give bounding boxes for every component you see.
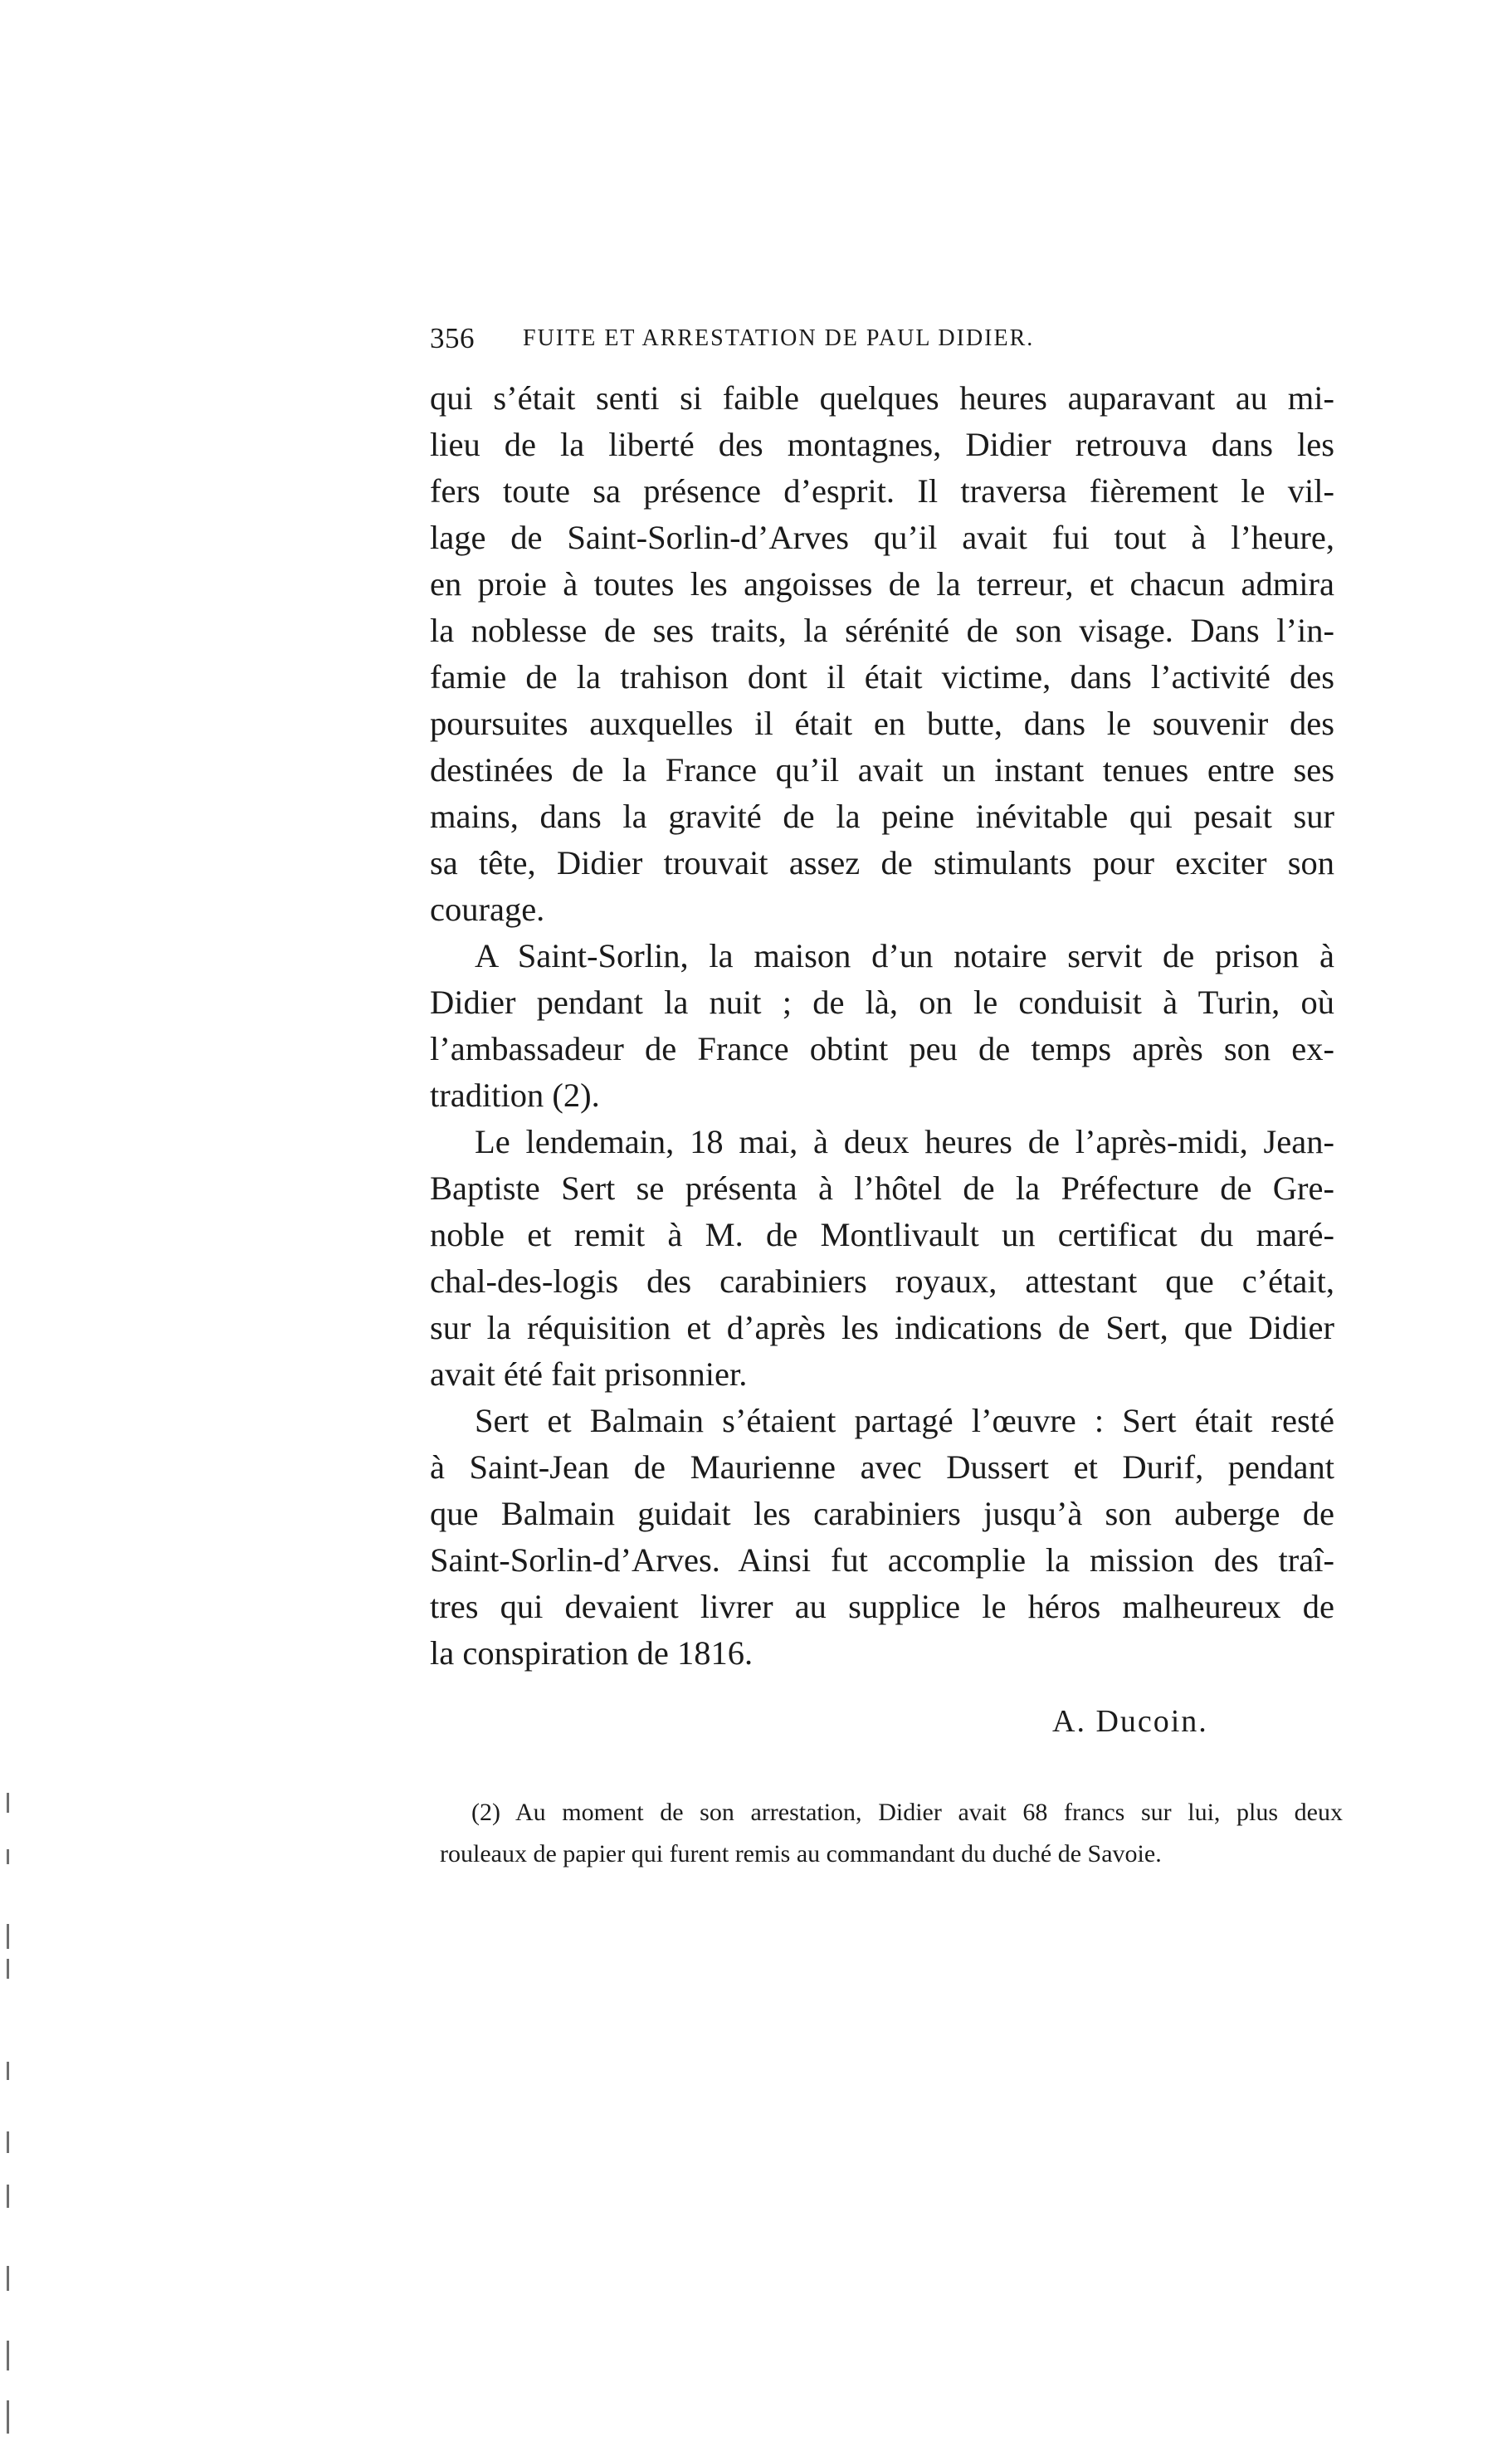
- scan-margin-mark: [7, 2266, 9, 2291]
- text-line: l’ambassadeur de France obtint peu de temps après son ex-: [430, 1030, 1334, 1067]
- text-line: poursuites auxquelles il était en butte, dans le souvenir des: [430, 705, 1334, 742]
- scan-margin-mark: [7, 1959, 9, 1979]
- text-line: courage.: [430, 891, 545, 928]
- text-line: Baptiste Sert se présenta à l’hôtel de la Préfecture de Gre-: [430, 1169, 1334, 1207]
- text-line: que Balmain guidait les carabiniers jusqu’à son auberge de: [430, 1495, 1334, 1532]
- text-line: lieu de la liberté des montagnes, Didier retrouva dans les: [430, 426, 1334, 463]
- text-line: tradition (2).: [430, 1077, 600, 1114]
- scan-margin-mark: [7, 2400, 9, 2434]
- footnote-line: rouleaux de papier qui furent remis au commandant du duché de Savoie.: [440, 1840, 1162, 1868]
- scan-margin-mark: [7, 1849, 9, 1864]
- text-line: mains, dans la gravité de la peine inévitable qui pesait sur: [430, 798, 1334, 835]
- scan-margin-mark: [7, 2131, 9, 2153]
- text-line: Saint-Sorlin-d’Arves. Ainsi fut accomplie la mission des traî-: [430, 1541, 1334, 1579]
- scan-margin-mark: [7, 2185, 9, 2208]
- text-line: avait été fait prisonnier.: [430, 1355, 748, 1393]
- text-line: à Saint-Jean de Maurienne avec Dussert et Durif, pendant: [430, 1448, 1334, 1486]
- text-line: noble et remit à M. de Montlivault un certificat du maré-: [430, 1216, 1334, 1253]
- text-line: la noblesse de ses traits, la sérénité de son visage. Dans l’in-: [430, 612, 1334, 649]
- page-number: 356: [430, 322, 475, 354]
- text-line: famie de la trahison dont il était victime, dans l’activité des: [430, 658, 1334, 696]
- text-line: Sert et Balmain s’étaient partagé l’œuvre : Sert était resté: [475, 1402, 1334, 1439]
- text-line: sa tête, Didier trouvait assez de stimulants pour exciter son: [430, 844, 1334, 881]
- text-line: la conspiration de 1816.: [430, 1634, 754, 1672]
- text-line: destinées de la France qu’il avait un instant tenues entre ses: [430, 751, 1334, 789]
- scan-margin-mark: [7, 2062, 9, 2080]
- text-line: en proie à toutes les angoisses de la terreur, et chacun admira: [430, 565, 1334, 603]
- footnote-line: (2) Au moment de son arrestation, Didier avait 68 francs sur lui, plus deux: [471, 1799, 1343, 1826]
- scan-margin-mark: [7, 1793, 9, 1813]
- scan-margin-mark: [7, 1924, 9, 1949]
- text-line: chal-des-logis des carabiniers royaux, attestant que c’était,: [430, 1262, 1334, 1300]
- scan-margin-mark: [7, 2341, 9, 2370]
- text-line: lage de Saint-Sorlin-d’Arves qu’il avait fui tout à l’heure,: [430, 519, 1334, 556]
- text-line: qui s’était senti si faible quelques heures auparavant au mi-: [430, 379, 1334, 417]
- text-line: tres qui devaient livrer au supplice le héros malheureux de: [430, 1588, 1334, 1625]
- text-line: sur la réquisition et d’après les indications de Sert, que Didier: [430, 1309, 1334, 1346]
- text-line: Didier pendant la nuit ; de là, on le conduisit à Turin, où: [430, 984, 1334, 1021]
- page-header: [430, 322, 1328, 364]
- running-title: FUITE ET ARRESTATION DE PAUL DIDIER.: [523, 325, 1035, 351]
- text-line: fers toute sa présence d’esprit. Il traversa fièrement le vil-: [430, 472, 1334, 510]
- author-signature: A. Ducoin.: [1052, 1704, 1208, 1739]
- text-line: A Saint-Sorlin, la maison d’un notaire servit de prison à: [475, 937, 1334, 974]
- text-line: Le lendemain, 18 mai, à deux heures de l’après-midi, Jean-: [475, 1123, 1334, 1160]
